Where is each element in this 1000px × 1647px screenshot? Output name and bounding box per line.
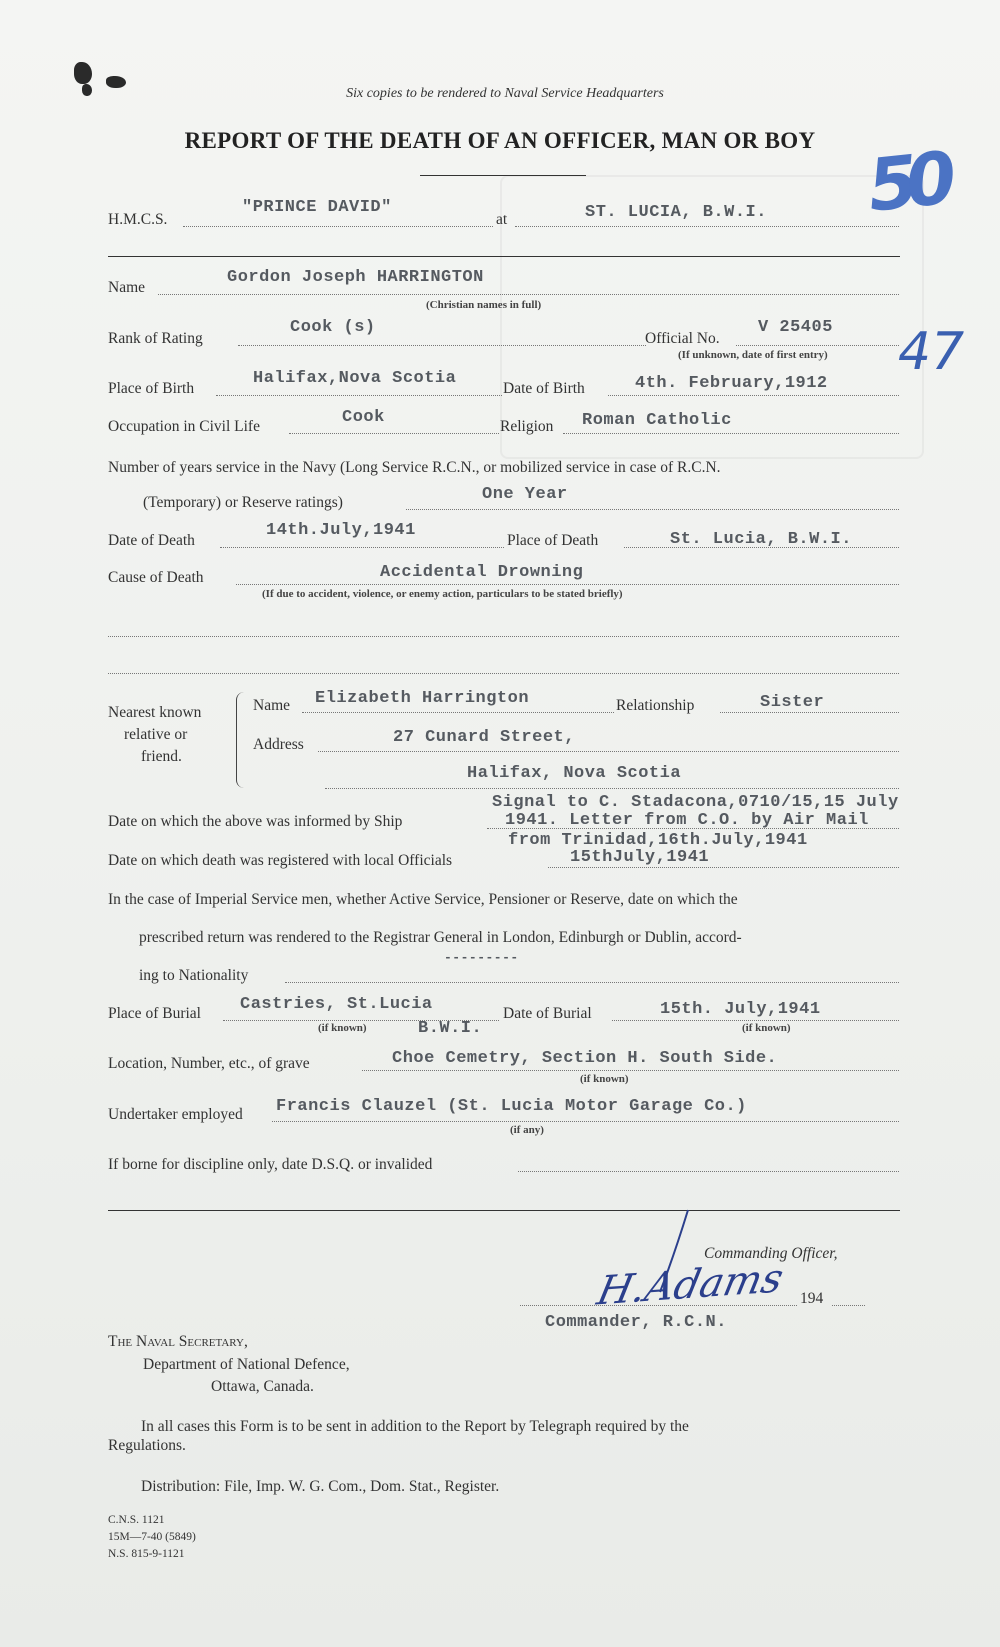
ship-value: "PRINCE DAVID"	[242, 198, 392, 217]
relationship-line	[720, 712, 899, 713]
commander-value: Commander, R.C.N.	[545, 1313, 727, 1332]
pencil-annotation-top: 50	[863, 136, 949, 228]
at-line	[515, 226, 899, 227]
date-of-burial-label: Date of Burial	[503, 1005, 592, 1022]
discipline-label: If borne for discipline only, date D.S.Q. or invalided	[108, 1156, 433, 1173]
nearest-label-1: Nearest known	[108, 704, 202, 721]
place-of-burial-value-2: B.W.I.	[418, 1019, 483, 1038]
place-of-burial-note: (if known)	[318, 1022, 367, 1034]
form-code-1: C.N.S. 1121	[108, 1514, 165, 1526]
addressee-line-2: Department of National Defence,	[143, 1356, 350, 1373]
relative-name-line	[302, 712, 614, 713]
cause-extra-line-1	[108, 636, 899, 637]
official-no-value: V 25405	[758, 318, 833, 337]
imperial-label-1: In the case of Imperial Service men, whether Active Service, Pensioner or Reserve, date on which the	[108, 891, 738, 908]
place-of-birth-label: Place of Birth	[108, 380, 195, 397]
cause-extra-line-2	[108, 673, 899, 674]
signature: H.Adams	[593, 1255, 788, 1315]
grave-label: Location, Number, etc., of grave	[108, 1055, 310, 1072]
informed-value-1: Signal to C. Stadacona,0710/15,15 July	[492, 793, 899, 812]
address-label: Address	[253, 736, 304, 753]
copies-note: Six copies to be rendered to Naval Service Headquarters	[346, 86, 664, 101]
informed-value-2: 1941. Letter from C.O. by Air Mail	[505, 811, 869, 830]
registered-label: Date on which death was registered with local Officials	[108, 852, 453, 869]
address-line-1	[318, 751, 899, 752]
date-of-burial-value: 15th. July,1941	[660, 1000, 821, 1019]
date-of-birth-label: Date of Birth	[503, 380, 585, 397]
grave-note: (if known)	[580, 1073, 629, 1085]
religion-label: Religion	[500, 418, 554, 435]
relative-name-label: Name	[253, 697, 291, 714]
cause-of-death-line	[236, 584, 899, 585]
occupation-label: Occupation in Civil Life	[108, 418, 260, 435]
grave-line	[362, 1070, 899, 1071]
form-code-3: N.S. 815-9-1121	[108, 1548, 185, 1560]
date-of-death-label: Date of Death	[108, 532, 195, 549]
instructions-line-1: In all cases this Form is to be sent in addition to the Report by Telegraph required by the	[141, 1418, 689, 1435]
undertaker-line	[272, 1121, 899, 1122]
address-value-2: Halifax, Nova Scotia	[467, 764, 682, 783]
name-value: Gordon Joseph HARRINGTON	[227, 268, 484, 287]
informed-value-3: from Trinidad,16th.July,1941	[508, 831, 808, 850]
place-of-birth-line	[216, 395, 502, 396]
title-underline	[420, 175, 586, 176]
place-of-burial-value: Castries, St.Lucia	[240, 995, 433, 1014]
year-prefix: 194	[800, 1290, 824, 1307]
official-no-note: (If unknown, date of first entry)	[678, 349, 828, 361]
hmcs-line	[183, 226, 493, 227]
place-of-death-label: Place of Death	[507, 532, 599, 549]
years-service-value: One Year	[482, 485, 568, 504]
nationality-value: ---------	[444, 950, 519, 965]
relative-name-value: Elizabeth Harrington	[315, 689, 530, 708]
punch-hole-mark	[74, 62, 92, 84]
years-service-line	[406, 509, 899, 510]
nationality-line	[285, 982, 899, 983]
registered-value: 15thJuly,1941	[570, 848, 710, 867]
informed-by-ship-label: Date on which the above was informed by Ship	[108, 813, 403, 830]
commanding-officer-label: Commanding Officer,	[704, 1245, 838, 1262]
grave-value: Choe Cemetry, Section H. South Side.	[392, 1049, 778, 1068]
place-of-death-value: St. Lucia, B.W.I.	[670, 530, 852, 549]
undertaker-label: Undertaker employed	[108, 1106, 243, 1123]
date-of-burial-line	[612, 1020, 899, 1021]
undertaker-note: (if any)	[510, 1124, 544, 1136]
date-of-death-value: 14th.July,1941	[266, 521, 416, 540]
years-service-label-2: (Temporary) or Reserve ratings)	[143, 494, 343, 511]
date-of-death-line	[220, 547, 504, 548]
rank-line	[238, 345, 646, 346]
religion-value: Roman Catholic	[582, 411, 732, 430]
cause-of-death-value: Accidental Drowning	[380, 563, 584, 582]
name-note: (Christian names in full)	[426, 299, 542, 311]
undertaker-value: Francis Clauzel (St. Lucia Motor Garage Co.)	[276, 1097, 747, 1116]
addressee-line-3: Ottawa, Canada.	[211, 1378, 314, 1395]
section-rule-2	[108, 1210, 900, 1211]
date-of-birth-line	[608, 395, 899, 396]
official-no-label: Official No.	[645, 330, 720, 347]
occupation-value: Cook	[342, 408, 385, 427]
cause-note: (If due to accident, violence, or enemy action, particulars to be stated briefly)	[262, 588, 623, 600]
form-code-2: 15M—7-40 (5849)	[108, 1531, 196, 1543]
addressee-line-1: The Naval Secretary,	[108, 1333, 248, 1350]
year-line	[832, 1305, 865, 1306]
cause-of-death-label: Cause of Death	[108, 569, 204, 586]
rank-label: Rank of Rating	[108, 330, 203, 347]
section-rule-1	[108, 256, 900, 257]
signature-flourish	[640, 1206, 760, 1296]
place-of-burial-label: Place of Burial	[108, 1005, 201, 1022]
rank-value: Cook (s)	[290, 318, 376, 337]
relative-brace	[236, 692, 245, 788]
discipline-line	[518, 1171, 899, 1172]
distribution: Distribution: File, Imp. W. G. Com., Dom. Stat., Register.	[141, 1478, 500, 1495]
imperial-label-3: ing to Nationality	[139, 967, 249, 984]
location-value: ST. LUCIA, B.W.I.	[585, 203, 767, 222]
years-service-label-1: Number of years service in the Navy (Long Service R.C.N., or mobilized service in case of R.C.N.	[108, 459, 721, 476]
date-of-birth-value: 4th. February,1912	[635, 374, 828, 393]
hmcs-label: H.M.C.S.	[108, 211, 168, 228]
occupation-line	[289, 433, 499, 434]
place-of-birth-value: Halifax,Nova Scotia	[253, 369, 457, 388]
name-label: Name	[108, 279, 146, 296]
relationship-label: Relationship	[616, 697, 695, 714]
date-of-burial-note: (if known)	[742, 1022, 791, 1034]
nearest-label-3: friend.	[141, 748, 182, 765]
official-no-line	[736, 345, 899, 346]
pencil-annotation-margin: 47	[898, 322, 965, 382]
instructions-line-2: Regulations.	[108, 1437, 186, 1454]
nearest-label-2: relative or	[124, 726, 188, 743]
name-line	[158, 294, 899, 295]
address-line-2	[325, 788, 899, 789]
page-title: REPORT OF THE DEATH OF AN OFFICER, MAN OR BOY	[184, 128, 816, 153]
address-value-1: 27 Cunard Street,	[393, 728, 575, 747]
imperial-label-2: prescribed return was rendered to the Registrar General in London, Edinburgh or Dublin, accord-	[139, 929, 742, 946]
religion-line	[563, 433, 899, 434]
relationship-value: Sister	[760, 693, 825, 712]
registered-line	[548, 867, 899, 868]
at-label: at	[496, 211, 508, 228]
